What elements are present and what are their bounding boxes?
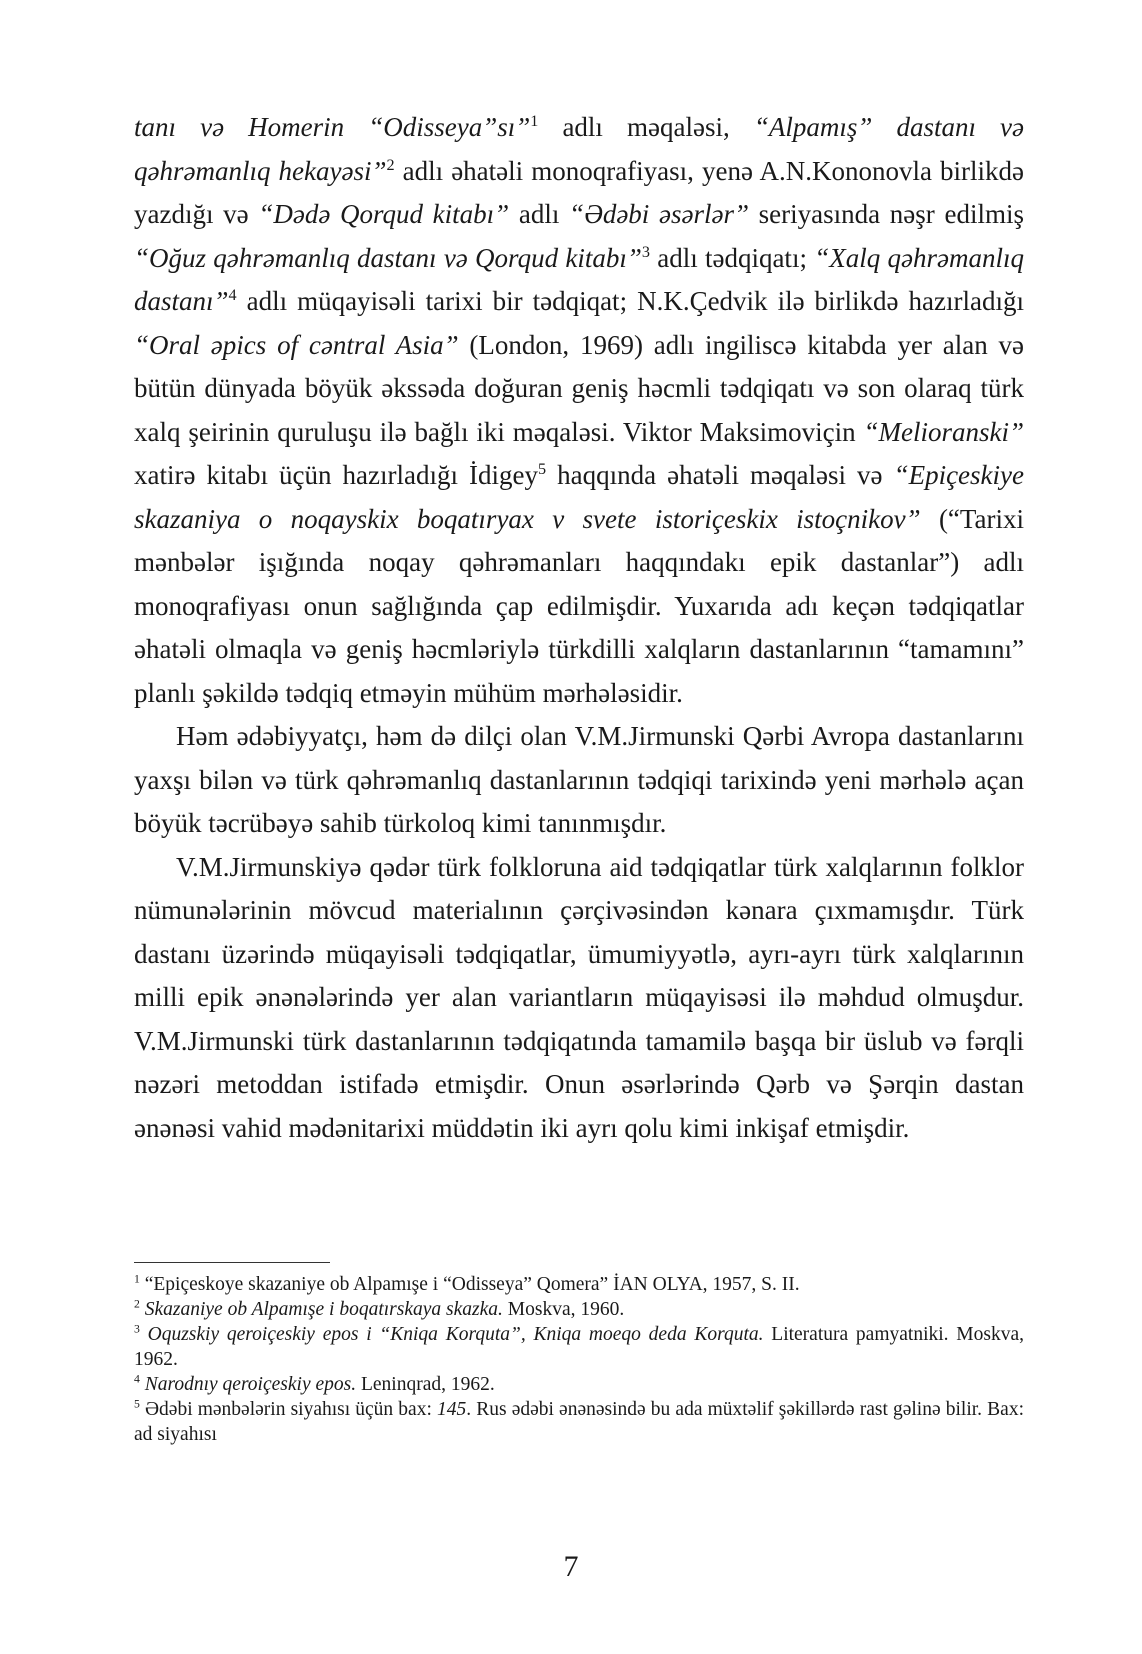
footnote-4-text: Leninqrad, 1962. [356, 1374, 495, 1395]
footnote-ref: 1 [530, 112, 539, 130]
footnote-ref: 4 [134, 1372, 140, 1386]
italic-title: “Oral əpics of cəntral Asia” [134, 329, 459, 360]
paragraph-1-text: adlı tədqiqatı; [649, 242, 815, 273]
paragraph-3 [134, 846, 1024, 1151]
footnote-5 [134, 1397, 1024, 1447]
paragraph-3-text: V.M.Jirmunskiyə qədər türk folkloruna aid tədqiqatlar türk xalqlarının folklor nümunələrinin mövcud materialının çərçivəsindən kənara çıxmamışdır. Türk dastanı üzərində müqayisəli tədqiqatlar, ümumiyyətlə, ayrı-ayrı türk xalqlarının milli epik ənənələrində yer alan variantların müqayisəsi ilə məhdud olmuşdur. V.M.Jirmunski türk dastanlarının tədqiqatında tamamilə başqa bir üslub və fərqli nəzəri metoddan istifadə etmişdir. Onun əsərlərində Qərb və Şərqin dastan ənənəsi vahid mədənitarixi müddətin iki ayrı qolu kimi inkişaf etmişdir. [134, 851, 1024, 1143]
paragraph-1-text: adlı əhatəli monoqrafiyası, yenə A.N.Kononovla birlikdə yazdığı və [134, 155, 1025, 229]
footnote-ref: 3 [641, 242, 650, 261]
paragraph-1-text: haqqında əhatəli məqaləsi və [546, 460, 894, 490]
page-number: 7 [563, 1550, 579, 1583]
paragraph-1 [134, 106, 1024, 715]
footnote-3 [134, 1322, 1024, 1372]
footnote-3-text: Literatura pamyatniki. Moskva, 1962. [134, 1324, 1024, 1370]
footnote-ref: 5 [537, 460, 547, 478]
body-text [134, 106, 1024, 1150]
footnote-2-text: Moskva, 1960. [502, 1299, 625, 1320]
footnote-1 [134, 1272, 1024, 1297]
paragraph-1-text: xatirə kitabı üçün hazırladığı İdigey [134, 460, 538, 490]
paragraph-1-text: adlı müqayisəli tarixi bir tədqiqat; N.K.Çedvik ilə birlikdə hazırladığı [236, 286, 1024, 316]
footnote-ref: 2 [386, 155, 395, 174]
italic-title: tanı və Homerin “Odisseya”sı” [134, 112, 531, 142]
italic-title: “Xalq qəhrəmanlıq dastanı” [134, 242, 1024, 316]
paragraph-2 [134, 715, 1024, 846]
footnote-1-text: “Epiçeskoye skazaniye ob Alpamışe i “Odisseya” Qomera” İAN OLYA, 1957, S. II. [139, 1274, 800, 1295]
footnotes [134, 1272, 1024, 1447]
paragraph-1-text: (London, 1969) adlı ingiliscə kitabda yer alan və bütün dünyada böyük əkssəda doğuran geniş həcmli tədqiqatı və son olaraq türk xalq şeirinin quruluşu ilə bağlı iki məqaləsi. Viktor Maksimoviçin [134, 329, 1024, 447]
italic-title: Skazaniye ob Alpamışe i boqatırskaya skazka. [144, 1299, 503, 1320]
footnote-5-text: . Rus ədəbi ənənəsində bu ada müxtəlif şəkillərdə rast gəlinə bilir. Bax: ad siyahısı [134, 1399, 1024, 1445]
footnote-2 [134, 1297, 1024, 1322]
footnote-ref: 2 [134, 1297, 140, 1311]
footnote-ref: 4 [228, 286, 237, 304]
italic-title: Oquzskiy qeroiçeskiy epos i “Kniqa Korquta”, Kniqa moeqo deda Korquta. [147, 1324, 764, 1345]
italic-title: “Alpamış” dastanı və qəhrəmanlıq hekayəsi” [134, 112, 1025, 186]
paragraph-1-text: (“Tarixi mənbələr işığında noqay qəhrəmanları haqqındakı epik dastanlar”) adlı monoqrafiyası onun sağlığında çap edilmişdir. Yuxarıda adı keçən tədqiqatlar əhatəli olmaqla və geniş həcmləriylə türkdilli xalqların dastanlarının “tamamını” planlı şəkildə tədqiq etməyin mühüm mərhələsidir. [134, 503, 1024, 708]
footnote-4 [134, 1372, 1024, 1397]
paragraph-1-text: seriyasında nəşr edilmiş [748, 199, 1024, 229]
italic-title: “Oğuz qəhrəmanlıq dastanı və Qorqud kitabı” [134, 242, 642, 273]
footnote-ref: 5 [134, 1397, 140, 1411]
italic-title: “Dədə Qorqud kitabı” [258, 199, 510, 229]
italic-title: 145 [437, 1399, 467, 1420]
italic-title: Narodnıy qeroiçeskiy epos. [144, 1374, 357, 1395]
paragraph-2-text: Həm ədəbiyyatçı, həm də dilçi olan V.M.Jirmunski Qərbi Avropa dastanlarını yaxşı bilən və türk qəhrəmanlıq dastanlarının tədqiqi tarixində yeni mərhələ açan böyük təcrübəyə sahib türkoloq kimi tanınmışdır. [134, 721, 1024, 838]
footnote-5-text: Ədəbi mənbələrin siyahısı üçün bax: [139, 1399, 437, 1420]
paragraph-1-text: adlı [509, 199, 570, 229]
italic-title: “Ədəbi əsərlər” [569, 199, 749, 229]
italic-title: “Melioranski” [863, 416, 1024, 447]
paragraph-1-text: adlı məqaləsi, [538, 112, 754, 142]
italic-title: “Epiçeskiye skazaniya o noqayskix boqatıryax v svete istoriçeskix istoçnikov” [134, 460, 1025, 534]
footnote-separator [134, 1262, 330, 1263]
footnote-3-text [140, 1324, 148, 1345]
footnote-ref: 1 [134, 1272, 140, 1286]
footnote-ref: 3 [134, 1322, 140, 1336]
